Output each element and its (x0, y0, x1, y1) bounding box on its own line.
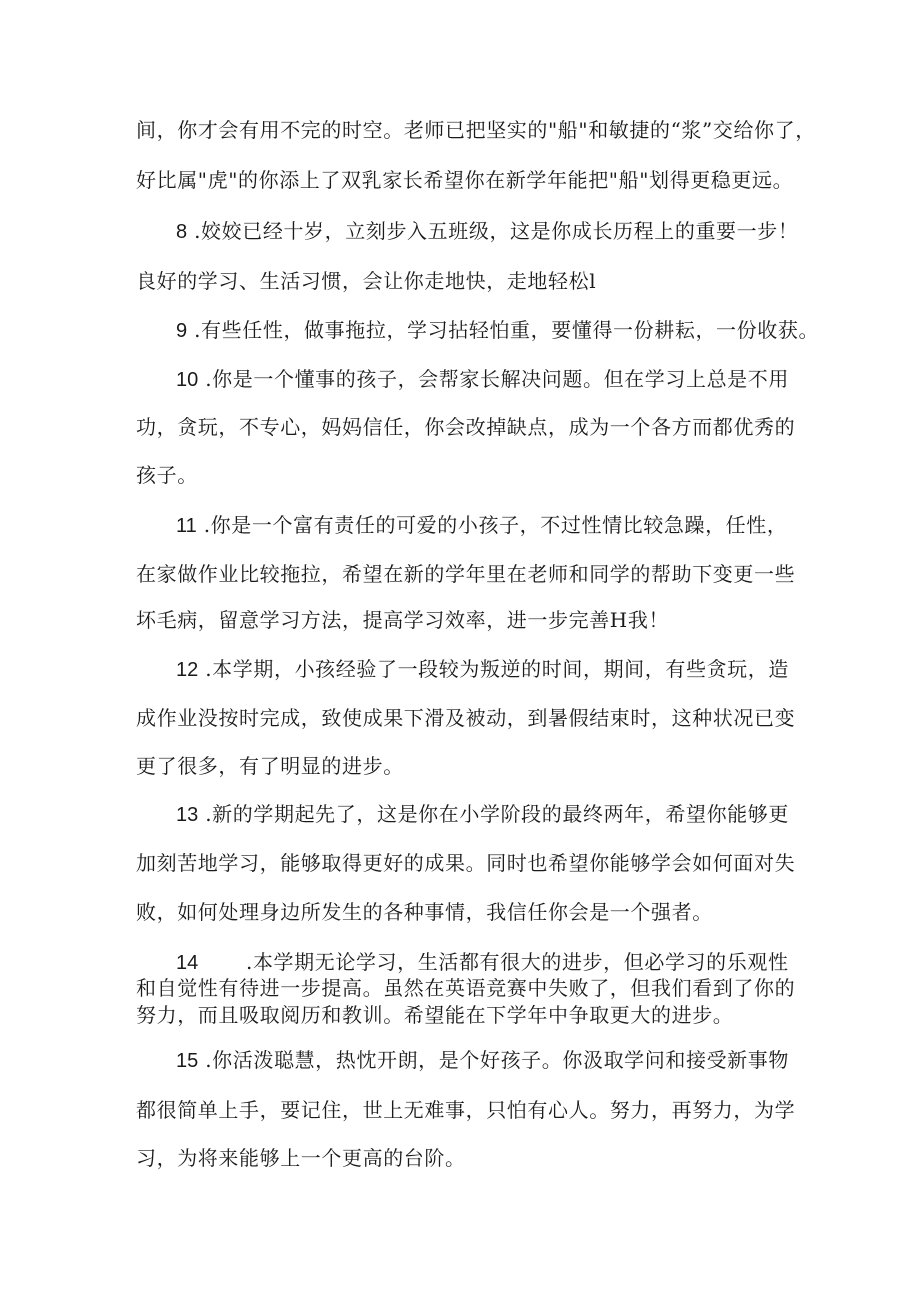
item-8-line: 良好的学习、生活习惯，会让你走地快，走地轻松l (136, 269, 597, 293)
item-8-line: 8 .姣姣已经十岁，立刻步入五班级，这是你成长历程上的重要一步！ (176, 219, 799, 243)
item-14-line: 14 .本学期无论学习，生活都有很大的进步，但必学习的乐观性 (176, 950, 789, 974)
item-number: 10 (176, 369, 199, 391)
item-13-line: 13 .新的学期起先了，这是你在小学阶段的最终两年，希望你能够更 (176, 802, 789, 826)
item-13-line: 加刻苦地学习，能够取得更好的成果。同时也希望你能够学会如何面对失 (136, 851, 796, 875)
item-14-line: 努力，而且吸取阅历和教训。希望能在下学年中争取更大的进步。 (136, 1003, 734, 1027)
item-11-line: 在家做作业比较拖拉，希望在新的学年里在老师和同学的帮助下变更一些 (136, 562, 796, 586)
item-number: 13 (176, 804, 199, 826)
intro-line: 间，你才会有用不完的时空。老师已把坚实的"船"和敏捷的“浆”交给你了， (136, 118, 816, 142)
item-number: 8 (176, 221, 188, 243)
item-number: 11 (176, 515, 197, 537)
item-12-line: 成作业没按时完成，致使成果下滑及被动，到暑假结束时，这种状况已变 (136, 706, 796, 730)
item-15-line: 习，为将来能够上一个更高的台阶。 (136, 1146, 466, 1170)
item-12-line: 12 .本学期，小孩经验了一段较为叛逆的时间，期间，有些贪玩，造 (176, 657, 789, 681)
item-14-line: 和自觉性有待进一步提高。虽然在英语竞赛中失败了，但我们看到了你的 (136, 976, 796, 1000)
intro-line: 好比属"虎"的你添上了双乳家长希望你在新学年能把"船"划得更稳更远。 (136, 168, 794, 192)
item-15-line: 都很简单上手，要记住，世上无难事，只怕有心人。努力，再努力，为学 (136, 1098, 796, 1122)
item-9-line: 9 .有些任性，做事拖拉，学习拈轻怕重，要懂得一份耕耘，一份收获。 (176, 318, 820, 342)
item-number: 15 (176, 1050, 199, 1072)
item-10-line: 10 .你是一个懂事的孩子，会帮家长解决问题。但在学习上总是不用 (176, 367, 789, 391)
item-12-line: 更了很多，有了明显的进步。 (136, 754, 404, 778)
item-15-line: 15 .你活泼聪慧，热忱开朗，是个好孩子。你汲取学问和接受新事物 (176, 1048, 789, 1072)
item-number: 12 (176, 659, 199, 681)
item-11-line: 11 .你是一个富有责任的可爱的小孩子，不过性情比较急躁，任性， (176, 513, 788, 537)
item-11-line: 坏毛病，留意学习方法，提高学习效率，进一步完善H我！ (136, 608, 670, 632)
item-13-line: 败，如何处理身边所发生的各种事情，我信任你会是一个强者。 (136, 900, 713, 924)
item-10-line: 功，贪玩，不专心，妈妈信任，你会改掉缺点，成为一个各方而都优秀的 (136, 415, 796, 439)
item-10-line: 孩子。 (136, 463, 198, 487)
item-number: 14 (176, 952, 199, 974)
item-number: 9 (176, 320, 188, 342)
